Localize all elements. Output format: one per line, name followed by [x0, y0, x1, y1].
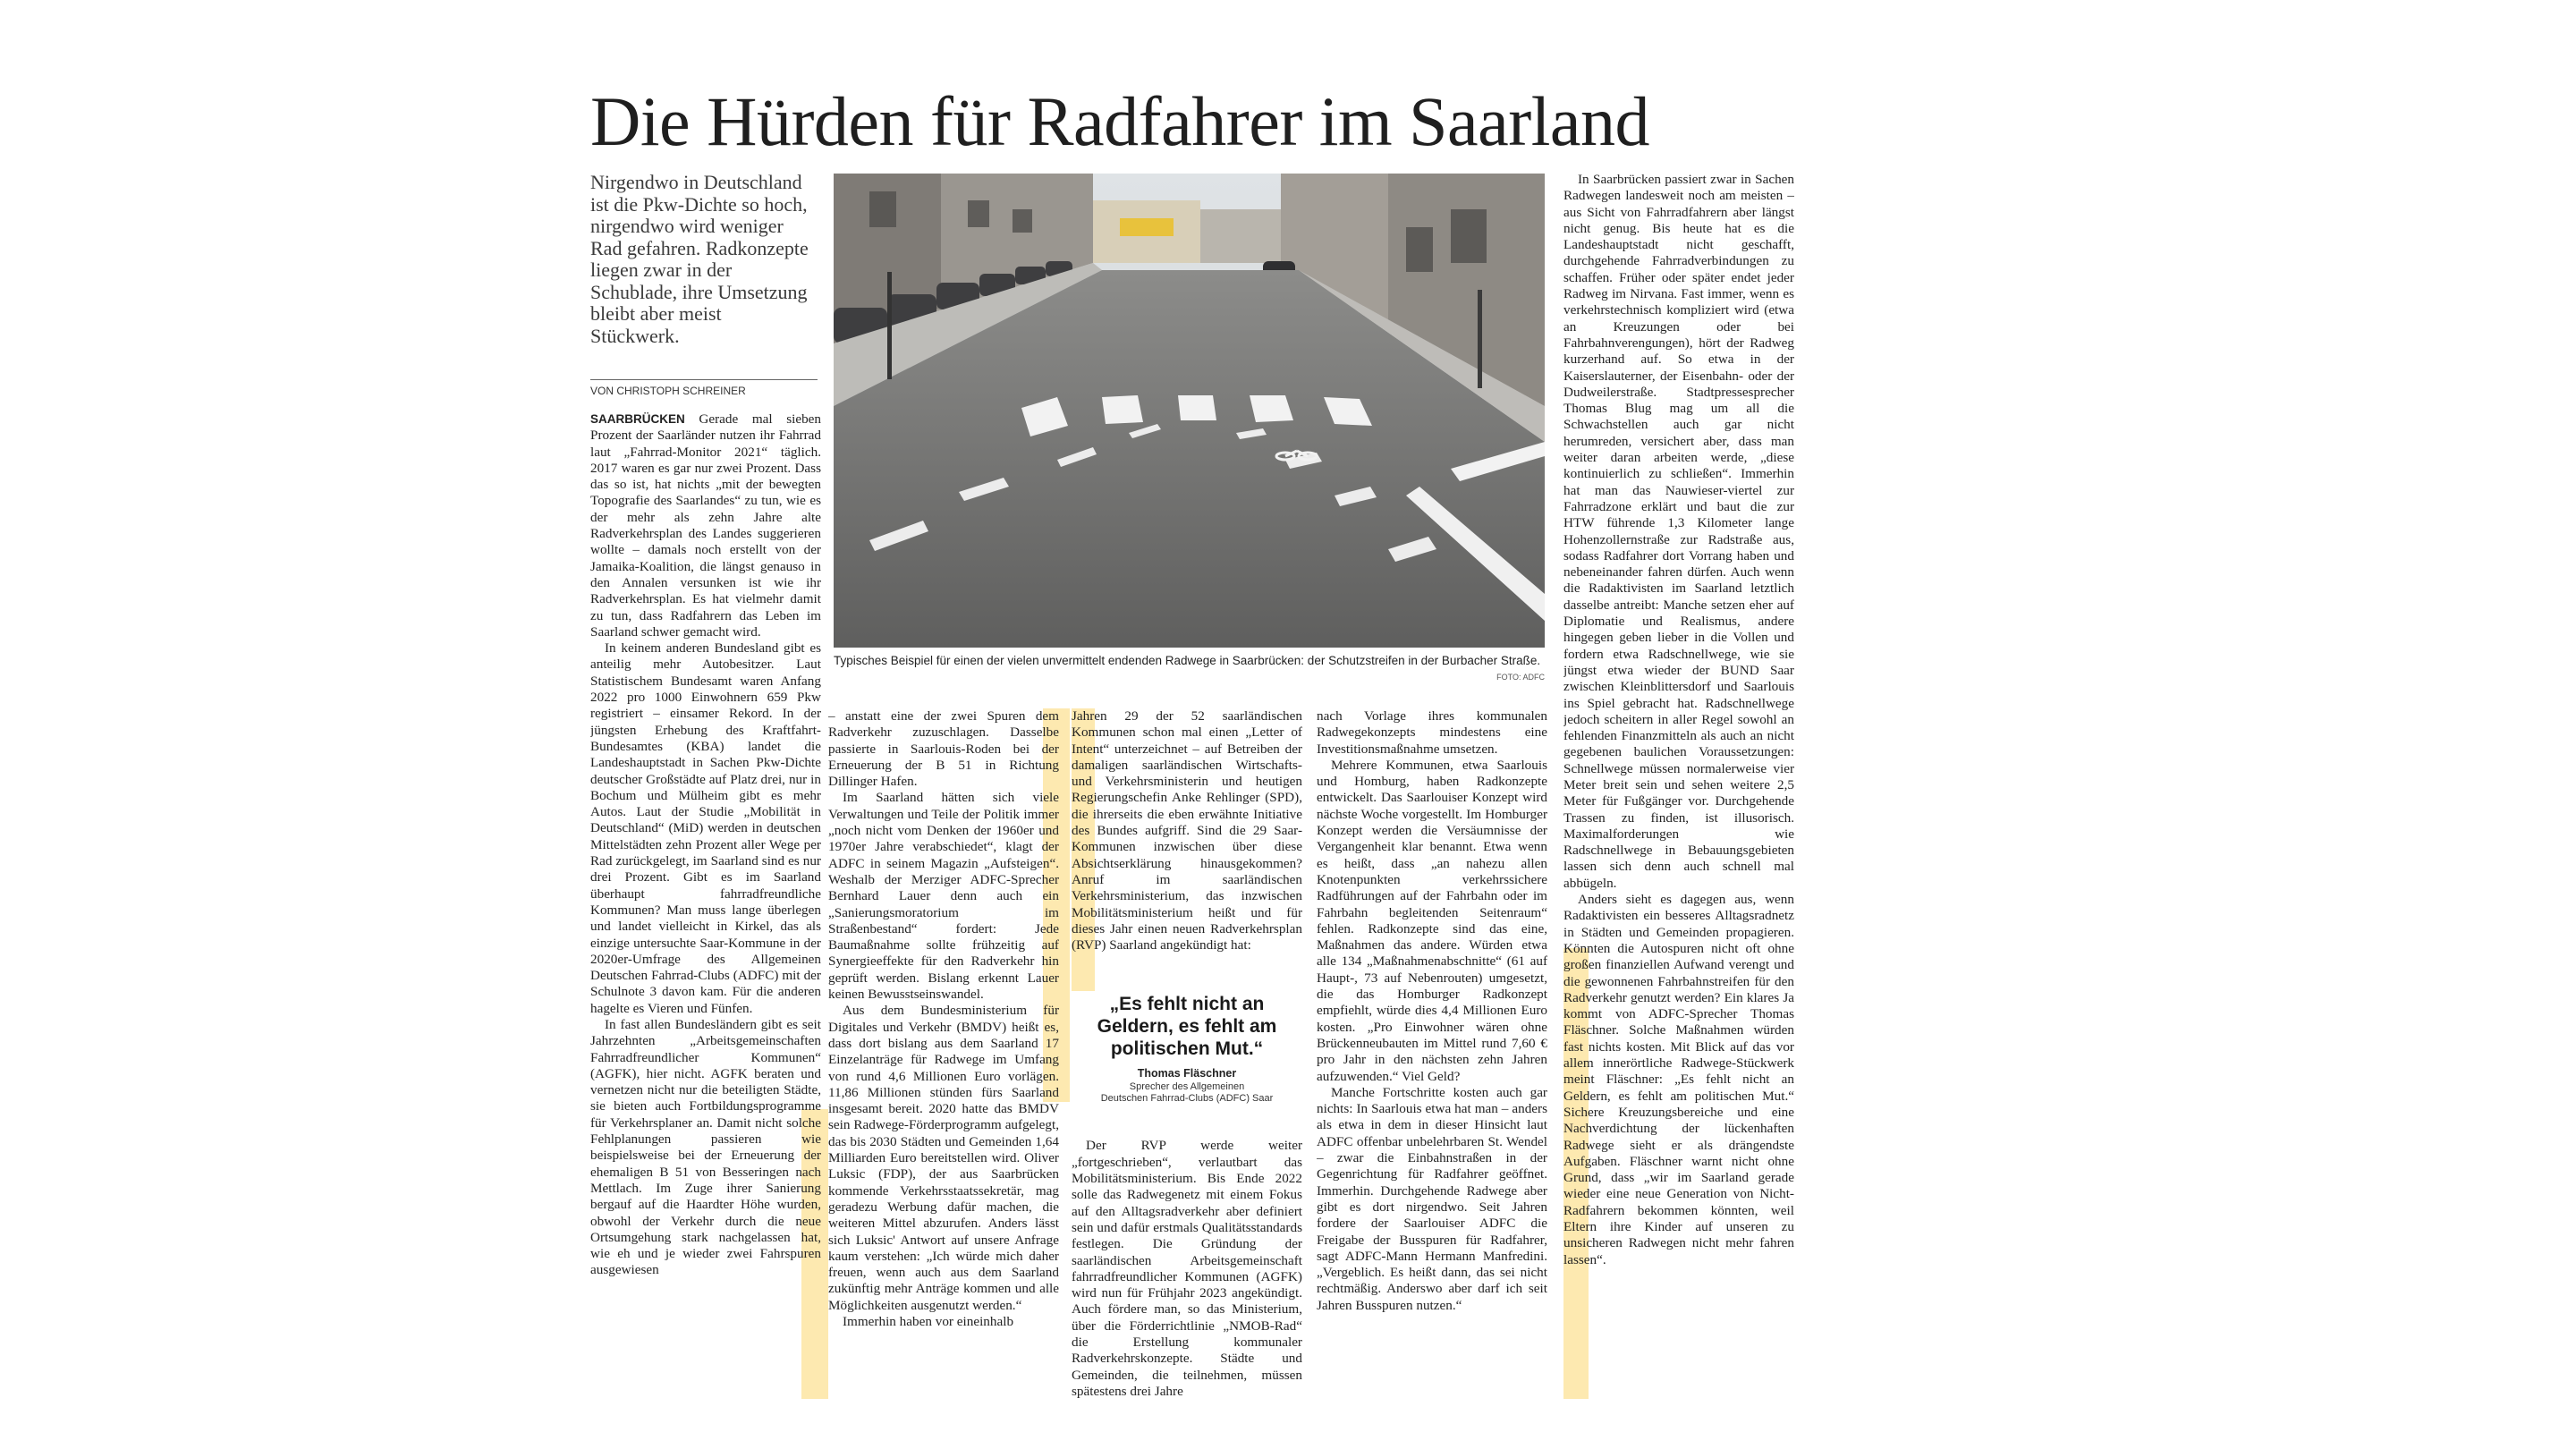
- article-paragraph: Der RVP werde weiter „fortgeschrieben“, verlautbart das Mobilitätsministerium. Bis Ende 2022 solle das Radwegenetz mit einem Fokus auf den Alltagsradverkehr aber definiert sein und dafür erstmals Qualitätsstandards festlegen. Die Gründung der saarländischen Arbeitsgemeinschaft fahrradfreundlicher Kommunen (AGFK) wird nun für Frühjahr 2023 angekündigt. Auch fördere man, so das Ministerium, über die Förderrichtlinie „NMOB-Rad“ die Erstellung kommunaler Radverkehrskonzepte. Städte und Gemeinden, die teilnehmen, müssen spätestens drei Jahre: [1072, 1138, 1302, 1399]
- article-column-5: [1563, 172, 1794, 1415]
- article-paragraph: Immerhin haben vor eineinhalb: [843, 1313, 1014, 1329]
- street-photo: [834, 174, 1545, 648]
- article-paragraph: Mehrere Kommunen, etwa Saarlouis und Homburg, haben Radkonzepte entwickelt. Das Saarlouiser Konzept wird nächste Woche vorgestellt. Im Homburger Konzept werden die Versäumnisse der Vergangenheit klar benannt. Etwa wenn es heißt, dass „an nahezu allen Knotenpunkten verkehrssichere Radführungen auf der Fahrbahn oder im Fahrbahn begleitenden Seitenraum“ fehlen. Radkonzepte sind das eine, Maßnahmen das andere. Würden etwa alle 134 „Maßnahmenabschnitte“ (61 auf Haupt-, 73 auf Nebenrouten) umgesetzt, die das Homburger Radkonzept empfiehlt, würde dies 4,4 Millionen Euro kosten. „Pro Einwohner wären ohne Brückenneubauten im Mittel rund 7,60 € pro Jahr in den nächsten zehn Jahren aufzuwenden.“ Viel Geld?: [1317, 757, 1547, 1084]
- article-paragraph: Manche Fortschritte kosten auch gar nichts: In Saarlouis etwa hat man – anders als etwa in dem in dieser Hinsicht laut ADFC offenbar unbelehrbaren St. Wendel – zwar die Einbahnstraßen in der Gegenrichtung für Radfahrer geöffnet. Immerhin. Durchgehende Radwege aber gibt es dort nirgendwo. Seit Jahren fordere der Saarlouiser ADFC die Freigabe der Busspuren für Radfahrer, sagt ADFC-Mann Hermann Manfredini. „Vergeblich. Es heißt dann, das sei nicht rechtmäßig. Anderswo aber darf ich seit Jahren Busspuren nutzen.“: [1317, 1084, 1547, 1313]
- article-paragraph: In Saarbrücken passiert zwar in Sachen Radwegen landesweit noch am meisten – aus Sicht von Fahrradfahrern aber längst nicht genug. Bis heute hat es die Landeshauptstadt nicht geschafft, durchgehende Fahrradverbindungen zu schaffen. Früher oder später endet jeder Radweg im Nirvana. Fast immer, wenn es verkehrstechnisch kompliziert wird (etwa an Kreuzungen oder bei Fahrbahnverengungen), hört der Radweg kurzerhand auf. So etwa in der Kaiserslauterner, der Eisenbahn- oder der Dudweilerstraße. Stadtpressesprecher Thomas Blug mag um all die Schwachstellen auch gar nicht herumreden, versichert aber, dass man weiter daran arbeiten werde, „diese kontinuierlich zu schließen“. Immerhin hat man das Nauwieser-viertel zur Fahrradzone erklärt und baut die zur HTW führende 1,3 Kilometer lange Hohenzollernstraße zur Radstraße aus, sodass Radfahrer dort Vorrang haben und nebeneinander fahren dürfen. Auch wenn die Radaktivisten im Saarland letztlich dasselbe antreibt: Manche setzen eher auf Diplomatie und Realismus, andere hingegen geben lieber in die Vollen und fordern etwa Radschnellwege, wie sie jüngst etwa wieder der BUND Saar zwischen Kleinblittersdorf und Saarlouis ins Spiel gebracht hat. Radschnellwege jedoch scheitern in aller Regel sowohl an fehlenden Finanzmitteln als auch an nicht gegebenen baulichen Voraussetzungen: Schnellwege müssen normalerweise vier Meter breit sein und sehen weitere 2,5 Meter für Fußgänger vor. Durchgehende Trassen zu finden, ist illusorisch. Maximalforderungen wie Radschnellwege in Bebauungsgebieten lassen sich denn auch schnell mal abbügeln.: [1563, 172, 1794, 891]
- article-paragraph: Im Saarland hätten sich viele Verwaltungen und Teile der Politik immer „noch nicht vom Denken der 1960er und 1970er Jahre verabschiedet“, klagt der ADFC in seinem Magazin „Aufsteigen“. Weshalb der Merziger ADFC-Sprecher Bernhard Lauer denn auch ein „Sanierungsmoratorium im Straßenbestand“ fordert: Jede Baumaßnahme sollte frühzeitig auf Synergieeffekte für den Radverkehr hin geprüft werden. Bislang erkennt Lauer keinen Bewusstseinswandel.: [828, 790, 1059, 1003]
- article-column-1: [590, 411, 821, 1413]
- dateline: SAARBRÜCKEN: [590, 412, 685, 426]
- bike-lane-street-image: [834, 174, 1545, 648]
- role-line: Sprecher des Allgemeinen: [1129, 1081, 1245, 1092]
- byline: VON CHRISTOPH SCHREINER: [590, 379, 818, 397]
- article-column-2: [828, 708, 1059, 1415]
- article-paragraph: [590, 411, 821, 640]
- article-paragraph: Anders sieht es dagegen aus, wenn Radaktivisten ein besseres Alltagsradnetz in Städten und Gemeinden propagieren. Könnten die Autospuren nicht oft ohne großen finanziellen Aufwand verengt und die gewonnenen Fahrbahnstreifen für den Radverkehr genutzt werden? Ein klares Ja kommt von ADFC-Sprecher Thomas Fläschner. Solche Maßnahmen würden fast nichts kosten. Mit Blick auf das vor allem innerörtliche Radwege-Stückwerk meint Fläschner: „Es fehlt nicht an Geldern, es fehlt am politischen Mut.“ Sichere Kreuzungsbereiche und eine Nachverdichtung der lückenhaften Radwege sieht er als drängendste Aufgaben. Fläschner warnt nicht ohne Grund, dass „wir im Saarland gerade wieder eine neue Generation von Nicht-Radfahrern bekommen könnten, weil Eltern ihre Kinder auf unseren zu unsicheren Radwegen nicht mehr fahren lassen“.: [1563, 892, 1794, 1267]
- headline: Die Hürden für Radfahrer im Saarland: [590, 82, 1650, 160]
- article-paragraph: nach Vorlage ihres kommunalen Radwegekonzepts mindestens eine Investitionsmaßnahme umsetzen.: [1317, 708, 1547, 757]
- pull-quote-text: „Es fehlt nicht an Geldern, es fehlt am politischen Mut.“: [1097, 994, 1277, 1059]
- article-paragraph: Jahren 29 der 52 saarländischen Kommunen schon mal einen „Letter of Intent“ unterzeichnet – auf Betreiben der damaligen saarländischen Wirtschafts- und Verkehrsministerin und heutigen Regierungschefin Anke Rehlinger (SPD), die ihrerseits die eben erwähnte Initiative des Bundes aufgriff. Sind die 29 Saar-Kommunen inzwischen über diese Absichtserklärung hinausgekommen? Anruf im saarländischen Verkehrsministerium, das inzwischen Mobilitätsministerium heißt und für dieses Jahr einen neuen Radverkehrsplan (RVP) Saarland angekündigt hat:: [1072, 708, 1302, 953]
- article-column-4: [1317, 708, 1547, 1415]
- role-line: Deutschen Fahrrad-Clubs (ADFC) Saar: [1100, 1093, 1274, 1104]
- article-paragraph: – anstatt eine der zwei Spuren dem Radverkehr zuzuschlagen. Dasselbe passierte in Saarlouis-Roden bei der Erneuerung der B 51 in Richtung Dillinger Hafen.: [828, 708, 1059, 790]
- pull-quote: [1072, 993, 1302, 1105]
- paragraph-text: Gerade mal sieben Prozent der Saarländer nutzen ihr Fahrrad laut „Fahrrad-Monitor 2021“ täglich. 2017 waren es gar nur zwei Prozent. Dass das so ist, hat nichts „mit der bewegten Topografie des Saarlandes“ zu tun, wie es der mehr als zehn Jahre alte Radverkehrsplan des Landes suggerieren wollte – damals noch erstellt von der Jamaika-Koalition, die längst genauso in den Annalen versunken ist wie ihr Radverkehrsplan. Es hat vielmehr damit zu tun, dass Radfahrern das Leben im Saarland schwer gemacht wird.: [590, 411, 821, 640]
- photo-credit: FOTO: ADFC: [1496, 673, 1545, 682]
- article-paragraph: In fast allen Bundesländern gibt es seit Jahrzehnten „Arbeitsgemeinschaften Fahrradfreundlicher Kommunen“ (AGFK), hier nicht. AGFK beraten und vernetzen nicht nur die beteiligten Städte, sie bieten auch Fortbildungsprogramme für Verkehrsplaner an. Damit nicht solche Fehlplanungen passieren wie beispielsweise bei der Erneuerung der ehemaligen B 51 von Besseringen nach Mettlach. Im Zuge ihrer Sanierung bergauf auf die Haardter Höhe wurden, obwohl der Verkehr durch die neue Ortsumgehung stark nachgelassen hat, wie eh und je wieder zwei Fahrspuren ausgewiesen: [590, 1016, 821, 1278]
- pull-quote-role: [1072, 1081, 1302, 1105]
- photo-caption: Typisches Beispiel für einen der vielen unvermittelt endenden Radwege in Saarbrücken: der Schutzstreifen in der Burbacher Straße.: [834, 654, 1541, 667]
- teaser: Nirgendwo in Deutschland ist die Pkw-Dichte so hoch, nirgendwo wird weniger Rad gefahren. Radkonzepte liegen zwar in der Schublade, ihre Umsetzung bleibt aber meist Stückwerk.: [590, 171, 809, 347]
- pull-quote-author: Thomas Fläschner: [1137, 1067, 1237, 1080]
- article-paragraph: Aus dem Bundesministerium für Digitales und Verkehr (BMDV) heißt es, dass dort bislang aus dem Saarland 17 Einzelanträge für Radwege im Umfang von rund 4,6 Millionen Euro vorlägen. 11,86 Millionen stünden fürs Saarland insgesamt bereit. 2020 hatte das BMDV sein Radwege-Förderprogramm aufgelegt, das bis 2030 Städten und Gemeinden 1,64 Milliarden Euro bereitstellen wird. Oliver Luksic (FDP), der aus Saarbrücken kommende Verkehrsstaatssekretär, mag geradezu Werbung dafür machen, die weiteren Mittel abzurufen. Anders lässt sich Luksic' Antwort auf unsere Anfrage kaum verstehen: „Ich würde mich daher freuen, wenn auch aus dem Saarland zukünftig mehr Anträge kommen und alle Möglichkeiten ausgenutzt werden.“: [828, 1003, 1059, 1313]
- article-paragraph: In keinem anderen Bundesland gibt es anteilig mehr Autobesitzer. Laut Statistischem Bundesamt waren Anfang 2022 pro 1000 Einwohnern 659 Pkw registriert – einsamer Rekord. In der jüngsten Erhebung des Kraftfahrt-Bundesamtes (KBA) landet die Landeshauptstadt in Sachen Pkw-Dichte deutscher Großstädte auf Platz drei, nur in Bochum und Mülheim gibt es mehr Autos. Laut der Studie „Mobilität in Deutschland“ (MiD) werden in deutschen Mittelstädten zehn Prozent aller Wege per Rad zurückgelegt, im Saarland sind es nur drei Prozent. Gibt es im Saarland überhaupt fahrradfreundliche Kommunen? Man muss lange überlegen und landet vielleicht in Kirkel, das als einzige untersuchte Saar-Kommune in der 2020er-Umfrage des Allgemeinen Deutschen Fahrrad-Clubs (ADFC) mit der Schulnote 3 davon kam. Für die anderen hagelte es Vieren und Fünfen.: [590, 640, 821, 1016]
